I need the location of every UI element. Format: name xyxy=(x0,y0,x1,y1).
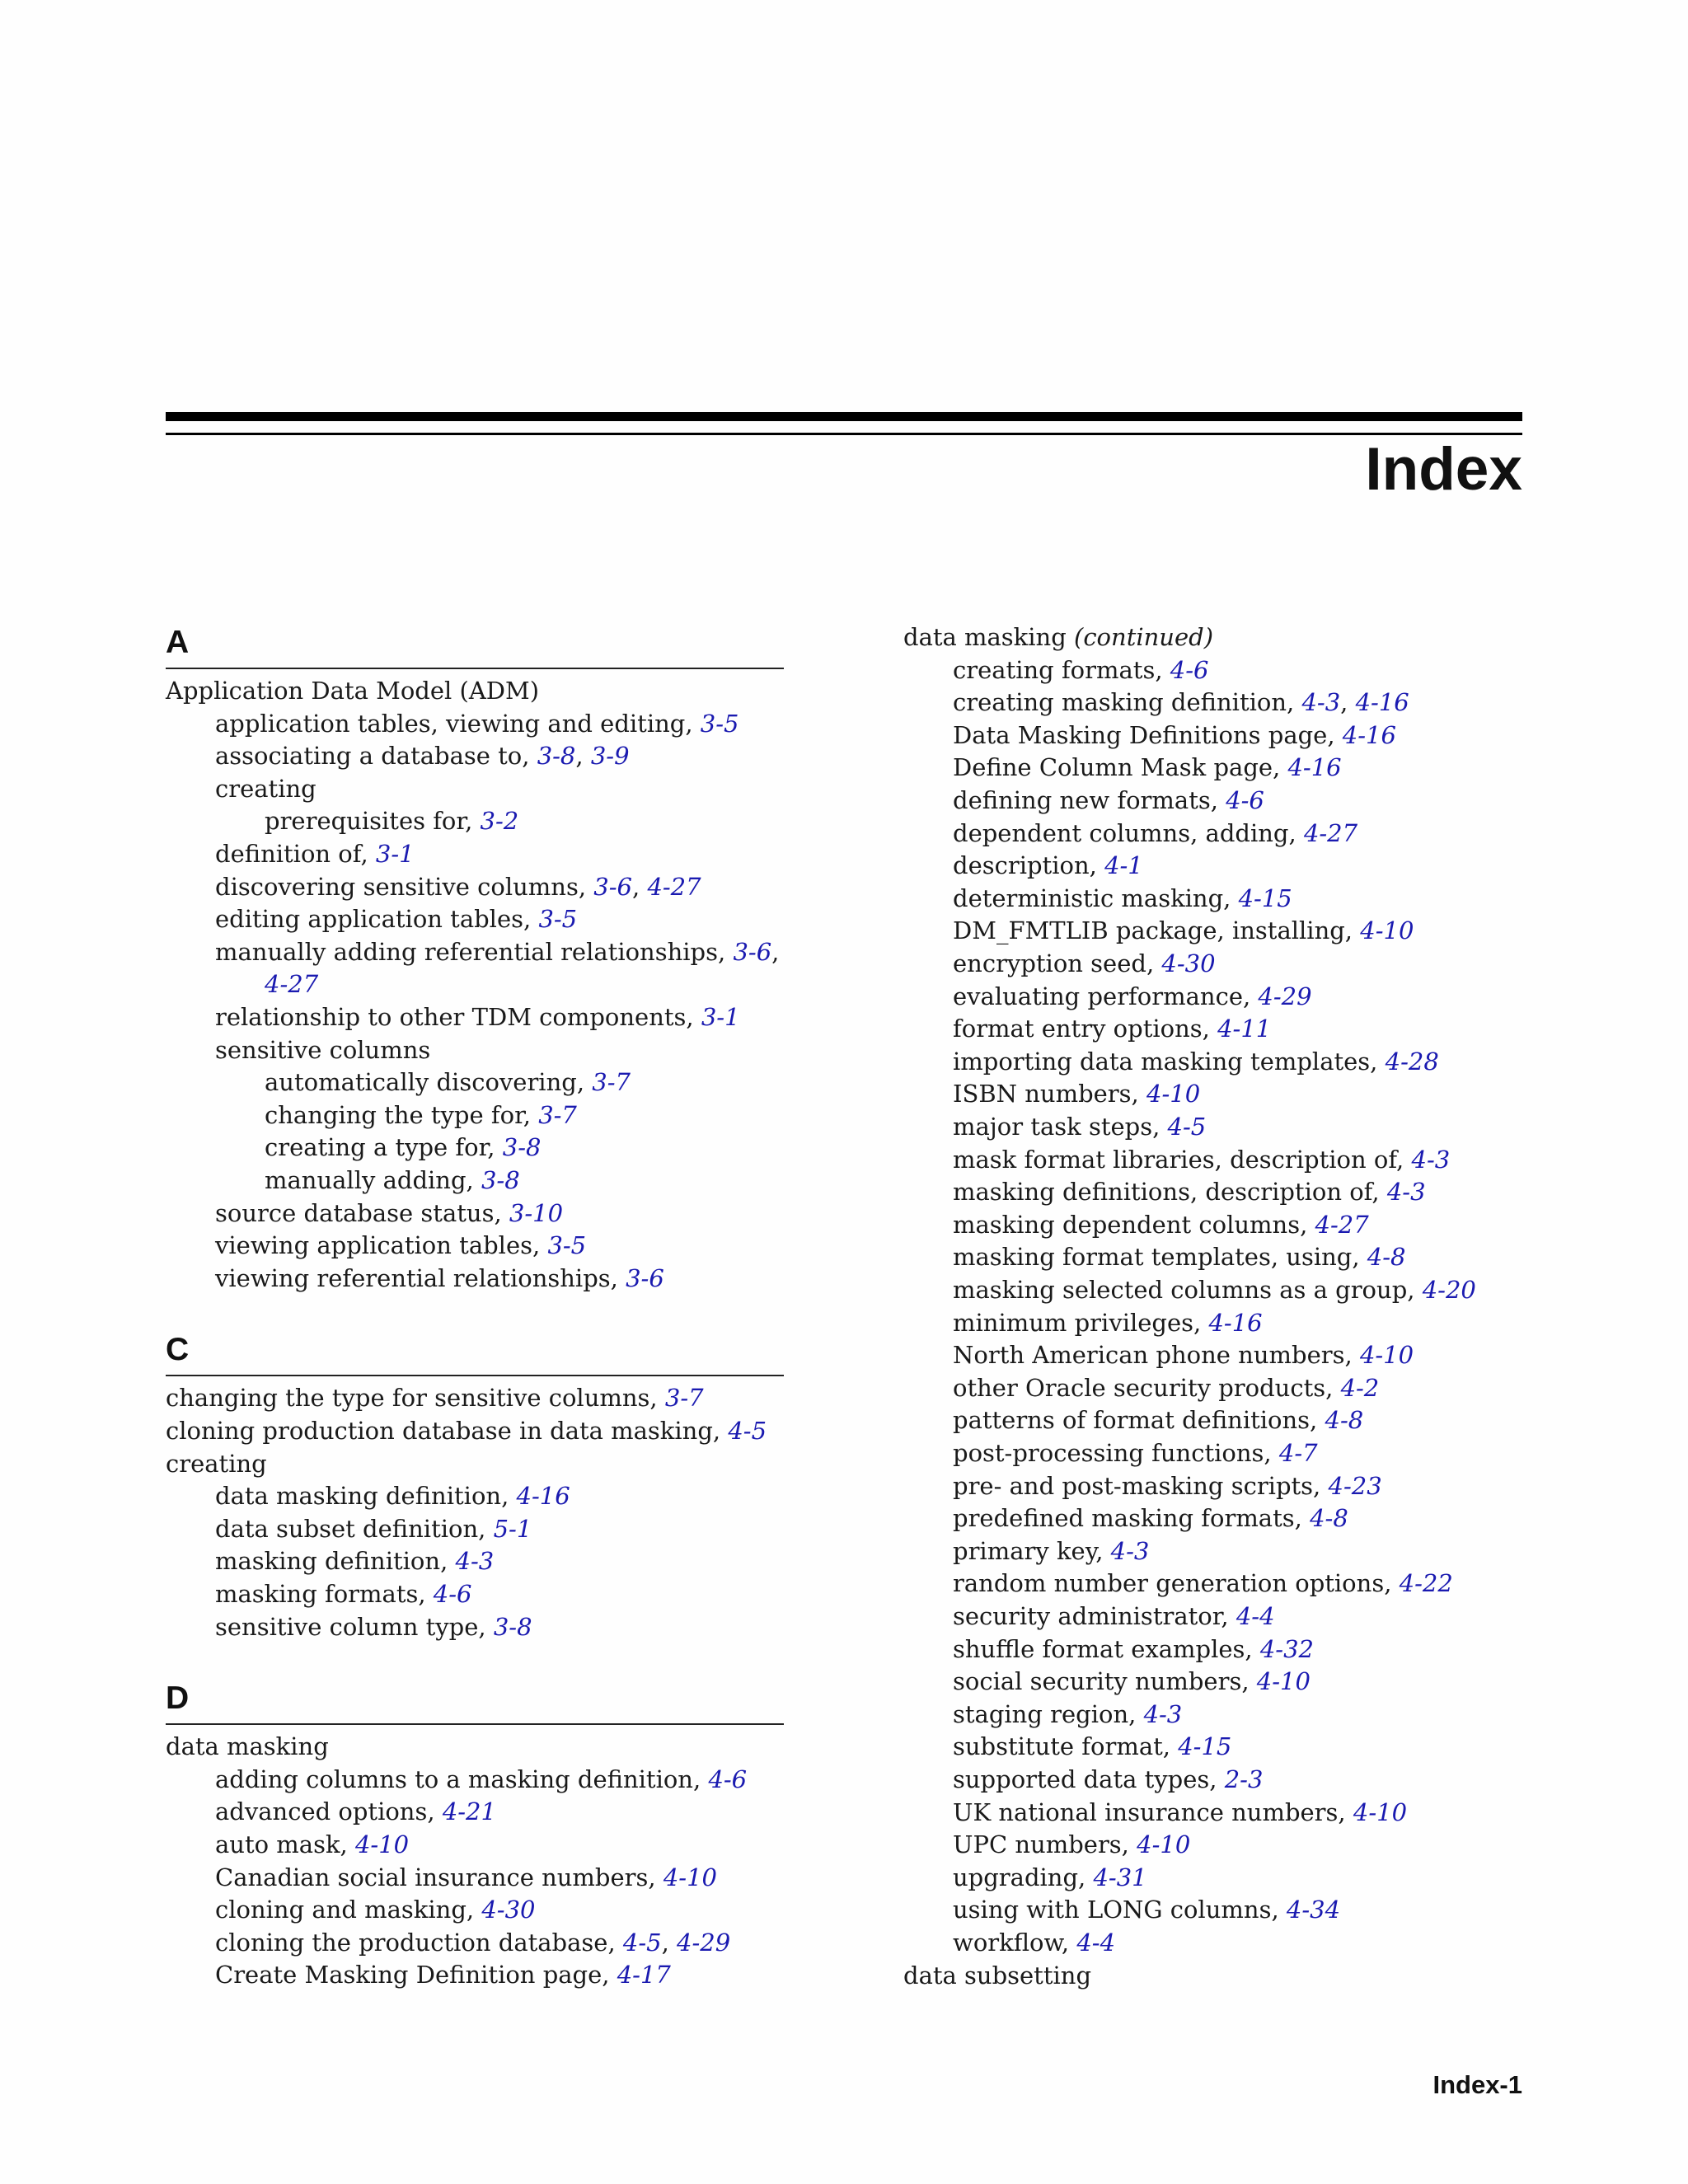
page-reference-link[interactable]: 4-31 xyxy=(1093,1863,1147,1891)
index-term: changing the type for sensitive columns, xyxy=(166,1384,665,1413)
index-term: North American phone numbers, xyxy=(953,1341,1360,1370)
index-entry xyxy=(166,1033,430,1066)
index-term: automatically discovering, xyxy=(265,1068,593,1097)
page-reference-link[interactable]: 3-5 xyxy=(700,709,739,738)
page-reference-link[interactable]: 4-2 xyxy=(1340,1373,1380,1402)
index-term: cloning production database in data masking, xyxy=(166,1417,729,1445)
index-term: security administrator, xyxy=(953,1602,1236,1630)
index-entry xyxy=(903,1763,1263,1796)
page-reference-link[interactable]: 4-21 xyxy=(442,1797,496,1826)
page-reference-link[interactable]: 4-16 xyxy=(1342,720,1396,749)
index-term: relationship to other TDM components, xyxy=(215,1003,701,1031)
index-term: creating formats, xyxy=(953,655,1170,684)
index-entry xyxy=(166,1512,532,1545)
page-reference-link[interactable]: 4-17 xyxy=(617,1961,671,1990)
index-entry xyxy=(903,1404,1363,1436)
index-term: application tables, viewing and editing, xyxy=(215,709,701,738)
index-term: creating xyxy=(215,774,316,803)
index-term: creating a type for, xyxy=(265,1133,503,1162)
page-reference-link[interactable]: 4-30 xyxy=(481,1896,536,1924)
page-reference-link[interactable]: 4-16 xyxy=(516,1482,570,1511)
index-entry xyxy=(903,817,1357,850)
page-reference-link[interactable]: 4-3 xyxy=(1386,1178,1426,1207)
index-entry xyxy=(166,674,539,707)
page-reference-link[interactable]: 4-10 xyxy=(1353,1797,1408,1826)
index-entry xyxy=(166,804,518,837)
index-entry xyxy=(166,1447,267,1480)
page-reference-link[interactable]: 4-10 xyxy=(1359,1341,1414,1370)
index-entry xyxy=(166,935,779,968)
index-term: supported data types, xyxy=(953,1765,1225,1793)
index-entry xyxy=(166,1610,532,1643)
page-reference-link[interactable]: 4-8 xyxy=(1325,1406,1364,1435)
index-entry xyxy=(166,1066,631,1099)
page-reference-link[interactable]: 3-8 xyxy=(481,1166,520,1194)
index-term: mask format libraries, description of, xyxy=(953,1145,1412,1174)
index-entry xyxy=(903,1012,1271,1045)
index-entry xyxy=(903,1893,1340,1926)
page-reference-link[interactable]: 4-16 xyxy=(1208,1308,1263,1337)
index-term: masking definitions, description of, xyxy=(953,1178,1387,1207)
header-rule-thin xyxy=(166,433,1522,435)
index-entry xyxy=(903,1077,1200,1110)
index-term: patterns of format definitions, xyxy=(953,1406,1325,1435)
page-reference-link[interactable]: 3-1 xyxy=(375,840,415,868)
page-reference-link[interactable]: 4-10 xyxy=(1146,1080,1201,1108)
index-entry xyxy=(166,1795,496,1828)
index-entry: creating masking definition, 4-3, 4-16 xyxy=(953,688,1409,717)
index-entry xyxy=(903,1273,1476,1306)
section-letter: A xyxy=(166,625,190,660)
section-divider xyxy=(166,1723,784,1725)
index-entry: associating a database to, 3-8, 3-9 xyxy=(215,742,630,771)
index-entry xyxy=(166,1197,563,1230)
page-reference-link[interactable]: 4-15 xyxy=(1238,883,1292,912)
index-entry xyxy=(903,1861,1147,1894)
index-term: Create Masking Definition page, xyxy=(215,1961,617,1990)
page-reference-link[interactable]: 4-10 xyxy=(663,1863,717,1891)
index-entry xyxy=(903,882,1292,915)
index-term: other Oracle security products, xyxy=(953,1373,1341,1402)
index-entry xyxy=(903,1045,1439,1078)
page-reference-link[interactable]: 4-28 xyxy=(1385,1047,1439,1076)
page-reference-link[interactable]: 4-29 xyxy=(1258,982,1312,1010)
page-reference-link[interactable]: 4-34 xyxy=(1286,1896,1341,1924)
page-reference-link[interactable]: 4-3 xyxy=(1110,1536,1150,1565)
index-term: data masking xyxy=(166,1732,329,1761)
index-term: shuffle format examples, xyxy=(953,1634,1260,1663)
page-reference-link[interactable]: 3-6 xyxy=(733,937,772,966)
index-term: adding columns to a masking definition, xyxy=(215,1765,709,1793)
index-entry xyxy=(903,1338,1414,1371)
page-reference-link[interactable]: 4-5 xyxy=(622,1928,662,1957)
page-reference-link[interactable]: 4-10 xyxy=(354,1830,410,1858)
page-reference-link[interactable]: 4-27 xyxy=(1303,818,1358,847)
index-term: data masking definition, xyxy=(215,1482,517,1511)
index-term: social security numbers, xyxy=(953,1667,1257,1696)
index-entry xyxy=(903,914,1414,947)
index-entry xyxy=(903,1240,1406,1273)
index-entry xyxy=(903,1469,1382,1502)
page-reference-link[interactable]: 4-7 xyxy=(1278,1439,1318,1467)
index-term: creating xyxy=(166,1449,267,1478)
index-term: masking selected columns as a group, xyxy=(953,1276,1423,1304)
page-reference-link[interactable]: 3-8 xyxy=(502,1133,542,1162)
index-entry xyxy=(903,1371,1379,1404)
index-term: post-processing functions, xyxy=(953,1439,1279,1467)
index-term: random number generation options, xyxy=(953,1569,1400,1598)
page-reference-link[interactable]: 4-3 xyxy=(1411,1145,1451,1174)
index-entry xyxy=(903,1175,1426,1208)
page-reference-link[interactable]: 3-1 xyxy=(701,1003,740,1031)
index-entry xyxy=(903,1600,1275,1633)
index-term: cloning and masking, xyxy=(215,1896,482,1924)
page-reference-link[interactable]: 4-15 xyxy=(1178,1732,1232,1761)
index-term: UPC numbers, xyxy=(953,1830,1137,1859)
index-term: viewing referential relationships, xyxy=(215,1263,626,1292)
index-entry xyxy=(903,1796,1407,1829)
page-reference-link[interactable]: 4-11 xyxy=(1217,1015,1272,1043)
index-term: manually adding, xyxy=(265,1166,481,1194)
index-entry xyxy=(166,1001,740,1033)
page-reference-link[interactable]: 4-8 xyxy=(1310,1504,1348,1533)
index-entry xyxy=(166,1479,570,1512)
index-entry xyxy=(903,1436,1318,1469)
index-term: editing application tables, xyxy=(215,905,539,934)
index-term: deterministic masking, xyxy=(953,883,1239,912)
index-term: staging region, xyxy=(953,1699,1144,1728)
page-reference-link[interactable]: 3-10 xyxy=(509,1198,564,1227)
page-reference-link[interactable]: 4-23 xyxy=(1328,1471,1382,1500)
page-reference-link[interactable]: 3-7 xyxy=(664,1384,704,1413)
page-reference-link[interactable]: 2-3 xyxy=(1224,1765,1264,1793)
page-reference-link[interactable]: 4-22 xyxy=(1399,1569,1453,1598)
index-entry xyxy=(166,1381,704,1414)
page-reference-link[interactable]: 3-6 xyxy=(593,872,632,901)
index-term: data masking xyxy=(903,623,1074,651)
index-entry xyxy=(903,1502,1348,1535)
page-reference-link[interactable]: 4-3 xyxy=(1143,1699,1183,1728)
page-reference-link[interactable]: 4-16 xyxy=(1355,688,1409,717)
index-term: creating masking definition, xyxy=(953,688,1302,717)
index-entry xyxy=(166,902,577,935)
index-entry xyxy=(903,1828,1190,1861)
page-reference-link[interactable]: 3-7 xyxy=(538,1100,577,1129)
page-reference-link[interactable]: 4-20 xyxy=(1422,1276,1476,1304)
index-entry: discovering sensitive columns, 3-6, 4-27 xyxy=(215,872,701,901)
index-entry xyxy=(166,1414,767,1447)
index-term: advanced options, xyxy=(215,1797,443,1826)
index-entry xyxy=(166,1763,747,1796)
index-entry xyxy=(166,1577,472,1610)
index-entry xyxy=(903,1665,1311,1698)
index-entry xyxy=(166,1544,494,1577)
index-entry xyxy=(166,1730,329,1763)
index-term: pre- and post-masking scripts, xyxy=(953,1471,1329,1500)
index-entry xyxy=(903,751,1342,784)
index-entry xyxy=(903,1567,1453,1600)
page-reference-link[interactable]: 4-10 xyxy=(1256,1667,1311,1696)
index-term: dependent columns, adding, xyxy=(953,818,1304,847)
index-entry xyxy=(166,1164,520,1197)
index-term: encryption seed, xyxy=(953,949,1162,977)
index-term: Application Data Model (ADM) xyxy=(166,677,540,705)
index-entry xyxy=(903,1208,1369,1241)
index-entry xyxy=(903,621,1213,654)
index-term: auto mask, xyxy=(215,1830,355,1858)
index-entry xyxy=(166,707,738,740)
index-term: manually adding referential relationships, xyxy=(215,937,734,966)
page-reference-link[interactable]: 3-5 xyxy=(547,1231,587,1260)
index-entry xyxy=(166,837,415,870)
index-term: description, xyxy=(953,851,1105,880)
index-entry xyxy=(166,1262,664,1295)
index-term: UK national insurance numbers, xyxy=(953,1797,1353,1826)
index-entry xyxy=(903,1959,1091,1992)
index-term: Canadian social insurance numbers, xyxy=(215,1863,663,1891)
page-reference-link[interactable]: 4-6 xyxy=(433,1580,472,1608)
page-reference-link[interactable]: 4-5 xyxy=(1167,1113,1207,1141)
index-entry xyxy=(903,1926,1115,1959)
index-term: masking definition, xyxy=(215,1547,456,1576)
index-entry xyxy=(166,1099,577,1132)
index-entry xyxy=(903,980,1312,1013)
index-entry xyxy=(903,1535,1149,1568)
page-reference-link[interactable]: 4-27 xyxy=(1315,1210,1369,1239)
index-entry xyxy=(166,1828,409,1861)
page-reference-link[interactable]: 5-1 xyxy=(493,1514,532,1543)
index-entry xyxy=(166,1229,586,1262)
page-reference-link[interactable]: 4-8 xyxy=(1367,1243,1406,1272)
index-entry xyxy=(166,1958,671,1991)
page-reference-link[interactable]: 4-10 xyxy=(1137,1830,1191,1859)
index-term: cloning the production database, xyxy=(215,1928,623,1957)
page-reference-link[interactable]: 3-9 xyxy=(590,742,630,771)
section-divider xyxy=(166,1375,784,1376)
index-term: using with LONG columns, xyxy=(953,1896,1287,1924)
index-entry xyxy=(903,1143,1450,1176)
index-term: Data Masking Definitions page, xyxy=(953,720,1343,749)
index-term: viewing application tables, xyxy=(215,1231,548,1260)
page-reference-link[interactable]: 4-4 xyxy=(1076,1929,1116,1957)
trailing-comma: , xyxy=(771,937,780,966)
page-reference-link[interactable]: 4-16 xyxy=(1287,753,1342,782)
page-reference-link[interactable]: 4-4 xyxy=(1236,1602,1275,1630)
page-reference-link[interactable]: 4-6 xyxy=(708,1765,748,1793)
page-reference-link[interactable]: 3-5 xyxy=(538,905,578,934)
index-term: substitute format, xyxy=(953,1732,1179,1761)
page-reference-link[interactable]: 3-6 xyxy=(626,1263,664,1292)
page-reference-link[interactable]: 4-3 xyxy=(1301,688,1341,717)
index-entry xyxy=(166,1893,536,1926)
index-term: changing the type for, xyxy=(265,1100,539,1129)
header-rule-thick xyxy=(166,412,1522,421)
index-entry xyxy=(903,1633,1314,1666)
index-entry xyxy=(903,947,1216,980)
index-term: associating a database to, xyxy=(215,742,537,771)
index-entry xyxy=(903,654,1208,687)
page-reference-link[interactable]: 4-5 xyxy=(728,1417,767,1445)
index-entry xyxy=(903,784,1264,817)
index-term: sensitive columns xyxy=(215,1035,431,1064)
page-reference-link[interactable]: 4-30 xyxy=(1161,949,1216,977)
index-term: importing data masking templates, xyxy=(953,1047,1386,1076)
index-term: data subsetting xyxy=(903,1961,1092,1990)
index-term: data subset definition, xyxy=(215,1514,494,1543)
page-reference-link[interactable]: 3-2 xyxy=(480,807,519,836)
page-reference-link[interactable]: 4-29 xyxy=(677,1928,731,1957)
index-term: prerequisites for, xyxy=(265,807,481,836)
index-term: predefined masking formats, xyxy=(953,1504,1311,1533)
index-entry xyxy=(166,1131,541,1164)
index-term: Define Column Mask page, xyxy=(953,753,1288,782)
index-entry xyxy=(166,772,316,805)
page-reference-link[interactable]: 4-32 xyxy=(1259,1634,1314,1663)
page-title: Index xyxy=(1365,436,1522,503)
page-reference-link[interactable]: 3-8 xyxy=(493,1612,532,1641)
index-term: definition of, xyxy=(215,840,376,868)
index-entry xyxy=(903,1306,1263,1339)
index-term: source database status, xyxy=(215,1198,509,1227)
continued-label: (continued) xyxy=(1074,623,1214,651)
index-term: masking dependent columns, xyxy=(953,1210,1315,1239)
page-reference-link[interactable]: 4-27 xyxy=(265,970,319,999)
index-term: sensitive column type, xyxy=(215,1612,494,1641)
index-term: minimum privileges, xyxy=(953,1308,1209,1337)
index-term: primary key, xyxy=(953,1536,1111,1565)
section-letter: C xyxy=(166,1332,190,1368)
page-number: Index-1 xyxy=(1432,2070,1522,2099)
page-reference-link[interactable]: 4-27 xyxy=(647,872,701,901)
page-reference-link[interactable]: 4-1 xyxy=(1104,851,1143,880)
page-reference-link[interactable]: 3-8 xyxy=(537,742,576,771)
section-letter: D xyxy=(166,1680,190,1717)
index-term: upgrading, xyxy=(953,1863,1094,1891)
index-term: discovering sensitive columns, xyxy=(215,872,594,901)
index-term: format entry options, xyxy=(953,1015,1218,1043)
index-term: workflow, xyxy=(953,1929,1077,1957)
page-reference-link[interactable]: 4-10 xyxy=(1360,916,1414,945)
index-term: DM_FMTLIB package, installing, xyxy=(953,916,1361,945)
index-entry xyxy=(903,849,1143,882)
index-term: masking formats, xyxy=(215,1580,434,1608)
index-entry xyxy=(903,1110,1206,1143)
index-term: evaluating performance, xyxy=(953,982,1259,1010)
index-term: defining new formats, xyxy=(953,786,1226,814)
index-entry xyxy=(903,1730,1231,1763)
index-entry: cloning the production database, 4-5, 4-29 xyxy=(215,1928,731,1957)
index-term: ISBN numbers, xyxy=(953,1080,1146,1108)
index-term: masking format templates, using, xyxy=(953,1243,1367,1272)
page-reference-link[interactable]: 4-3 xyxy=(455,1547,495,1576)
page-reference-link[interactable]: 4-6 xyxy=(1170,655,1209,684)
section-divider xyxy=(166,668,784,669)
index-entry xyxy=(903,719,1396,752)
index-entry xyxy=(166,1861,717,1894)
index-entry xyxy=(166,968,318,1001)
page-reference-link[interactable]: 4-6 xyxy=(1226,786,1264,814)
index-term: major task steps, xyxy=(953,1113,1168,1141)
index-entry xyxy=(903,1698,1182,1731)
page-reference-link[interactable]: 3-7 xyxy=(592,1068,631,1097)
